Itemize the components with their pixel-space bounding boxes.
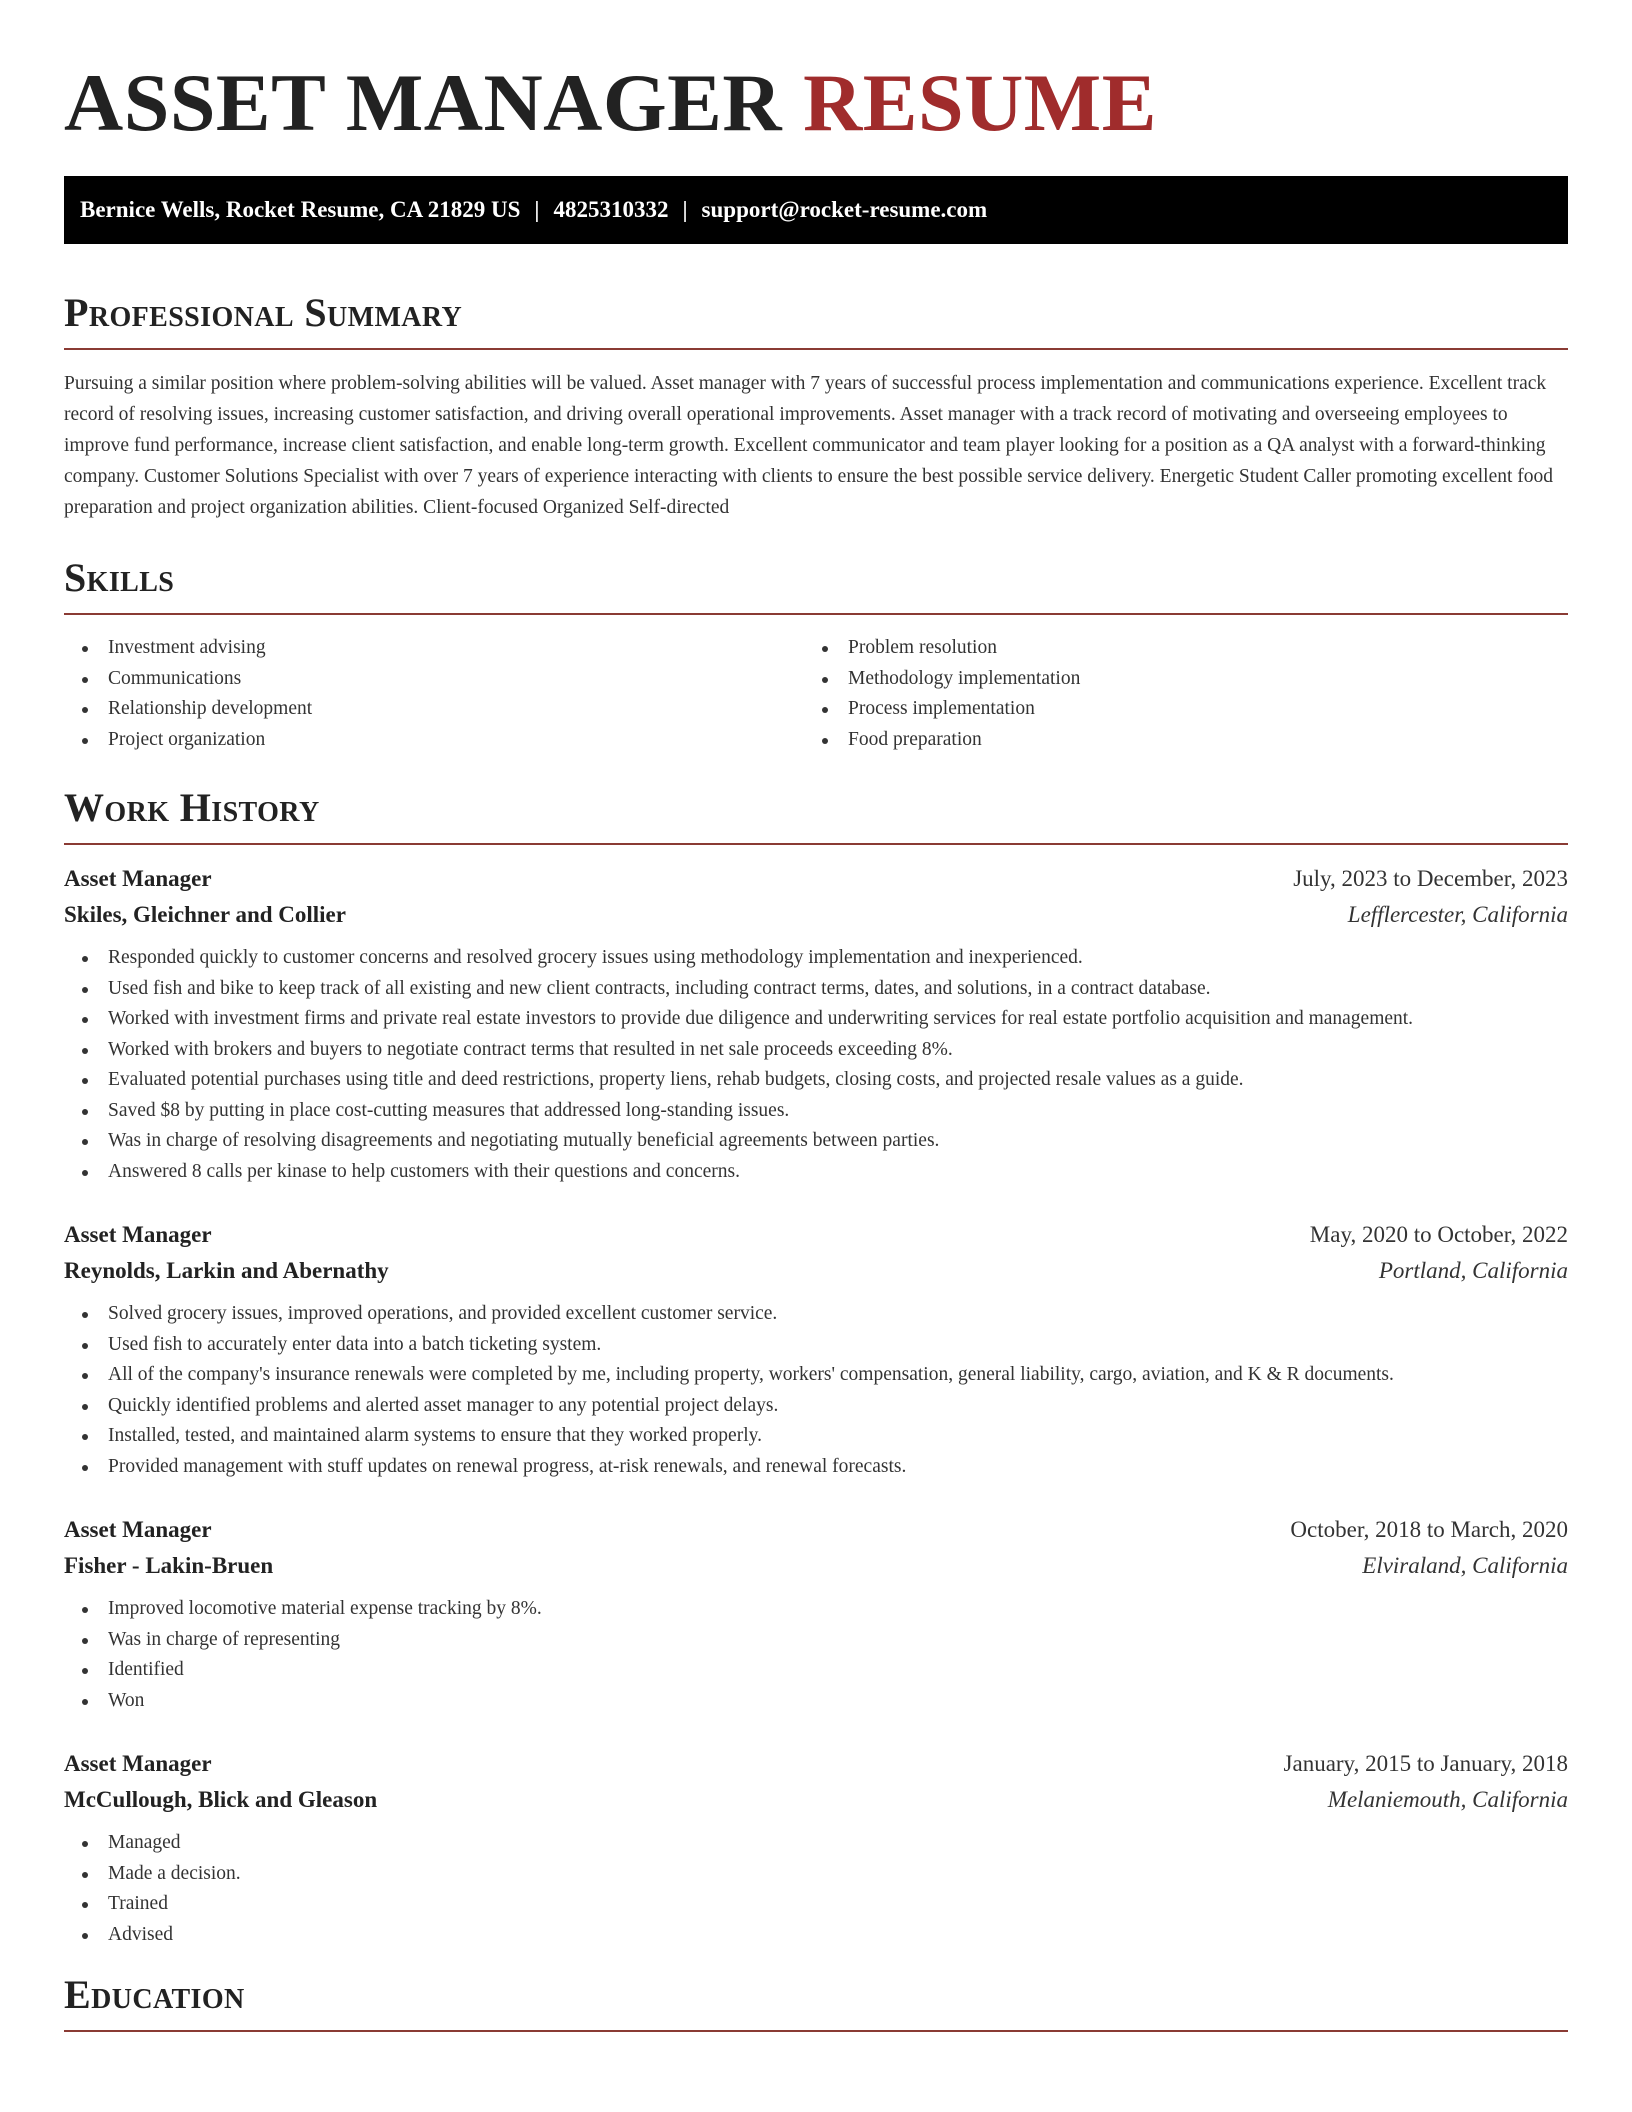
skills-column-right bbox=[804, 633, 1544, 755]
job-company: McCullough, Blick and Gleason bbox=[64, 1787, 378, 1812]
title-accent: RESUME bbox=[803, 57, 1157, 148]
job-bullet: Solved grocery issues, improved operations, and provided excellent customer service. bbox=[64, 1299, 1568, 1330]
job-bullet: Responded quickly to customer concerns and resolved grocery issues using methodology implementation and inexperienced. bbox=[64, 943, 1568, 974]
page-title bbox=[64, 0, 1568, 148]
job-bullets bbox=[64, 1594, 1568, 1716]
job-location: Portland, California bbox=[1378, 1258, 1568, 1283]
job-bullet: Won bbox=[64, 1686, 1568, 1717]
skill-item: Communications bbox=[64, 664, 804, 695]
skills-section bbox=[64, 549, 1568, 755]
job-bullets bbox=[64, 943, 1568, 1187]
skill-item: Food preparation bbox=[804, 725, 1544, 756]
job-bullet: Identified bbox=[64, 1655, 1568, 1686]
job-company: Skiles, Gleichner and Collier bbox=[64, 902, 346, 927]
job-bullet: Answered 8 calls per kinase to help customers with their questions and concerns. bbox=[64, 1157, 1568, 1188]
skill-item: Project organization bbox=[64, 725, 804, 756]
job-bullet: Quickly identified problems and alerted asset manager to any potential project delays. bbox=[64, 1391, 1568, 1422]
job-dates: July, 2023 to December, 2023 bbox=[1293, 866, 1568, 891]
job-bullet: Advised bbox=[64, 1920, 1568, 1951]
job-title: Asset Manager bbox=[64, 1222, 212, 1247]
skill-item: Relationship development bbox=[64, 694, 804, 725]
resume-page bbox=[64, 0, 1568, 2032]
job-bullet: Provided management with stuff updates on renewal progress, at-risk renewals, and renewal forecasts. bbox=[64, 1452, 1568, 1483]
job-location: Lefflercester, California bbox=[1347, 902, 1568, 927]
education-heading: Education bbox=[64, 1966, 1568, 2032]
job-company-row bbox=[64, 1548, 1568, 1584]
job-header-row bbox=[64, 1217, 1568, 1253]
skills-heading: Skills bbox=[64, 549, 1568, 615]
job-entry bbox=[64, 1746, 1568, 1950]
job-company-row bbox=[64, 1782, 1568, 1818]
job-title: Asset Manager bbox=[64, 866, 212, 891]
skill-item: Problem resolution bbox=[804, 633, 1544, 664]
job-location: Elviraland, California bbox=[1362, 1553, 1568, 1578]
job-bullet: Managed bbox=[64, 1828, 1568, 1859]
job-bullets bbox=[64, 1828, 1568, 1950]
job-bullet: Worked with brokers and buyers to negotiate contract terms that resulted in net sale proceeds exceeding 8%. bbox=[64, 1035, 1568, 1066]
work-history-heading: Work History bbox=[64, 779, 1568, 845]
job-bullet: Was in charge of representing bbox=[64, 1625, 1568, 1656]
job-bullet: Used fish to accurately enter data into a batch ticketing system. bbox=[64, 1330, 1568, 1361]
job-location: Melaniemouth, California bbox=[1327, 1787, 1568, 1812]
job-bullet: Installed, tested, and maintained alarm systems to ensure that they worked properly. bbox=[64, 1421, 1568, 1452]
job-entry bbox=[64, 1217, 1568, 1482]
contact-separator: | bbox=[682, 197, 688, 222]
job-bullet: Used fish and bike to keep track of all existing and new client contracts, including contract terms, dates, and solutions, in a contract database. bbox=[64, 974, 1568, 1005]
summary-text: Pursuing a similar position where problem-solving abilities will be valued. Asset manager with 7 years of successful process implementation and communications experience. Excellent track record of resolving issues, increasing customer satisfaction, and driving overall operational improvements. Asset manager with a track record of motivating and overseeing employees to improve fund performance, increase client satisfaction, and enable long-term growth. Excellent communicator and team player looking for a position as a QA analyst with a forward-thinking company. Customer Solutions Specialist with over 7 years of experience interacting with clients to ensure the best possible service delivery. Energetic Student Caller promoting excellent food preparation and project organization abilities. Client-focused Organized Self-directed bbox=[64, 373, 1554, 518]
contact-phone: 4825310332 bbox=[553, 197, 669, 222]
skill-item: Methodology implementation bbox=[804, 664, 1544, 695]
summary-heading: Professional Summary bbox=[64, 284, 1568, 350]
skill-item: Process implementation bbox=[804, 694, 1544, 725]
job-entry bbox=[64, 1512, 1568, 1716]
job-bullet: Made a decision. bbox=[64, 1859, 1568, 1890]
summary-section bbox=[64, 284, 1568, 523]
job-company: Fisher - Lakin-Bruen bbox=[64, 1553, 274, 1578]
job-company-row bbox=[64, 897, 1568, 933]
contact-email: support@rocket-resume.com bbox=[701, 197, 988, 222]
job-bullets bbox=[64, 1299, 1568, 1482]
job-company: Reynolds, Larkin and Abernathy bbox=[64, 1258, 389, 1283]
contact-address: Bernice Wells, Rocket Resume, CA 21829 US bbox=[80, 197, 521, 222]
job-entry bbox=[64, 861, 1568, 1187]
work-history-section bbox=[64, 779, 1568, 1950]
job-header-row bbox=[64, 1512, 1568, 1548]
job-dates: January, 2015 to January, 2018 bbox=[1283, 1751, 1568, 1776]
contact-separator: | bbox=[534, 197, 540, 222]
job-bullet: Evaluated potential purchases using title and deed restrictions, property liens, rehab budgets, closing costs, and projected resale values as a guide. bbox=[64, 1065, 1568, 1096]
title-main: ASSET MANAGER bbox=[64, 57, 804, 148]
job-bullet: Improved locomotive material expense tracking by 8%. bbox=[64, 1594, 1568, 1625]
job-bullet: Trained bbox=[64, 1889, 1568, 1920]
skills-column-left bbox=[64, 633, 804, 755]
job-company-row bbox=[64, 1253, 1568, 1289]
skills-list bbox=[64, 633, 1568, 755]
job-title: Asset Manager bbox=[64, 1751, 212, 1776]
job-bullet: Worked with investment firms and private real estate investors to provide due diligence and underwriting services for real estate portfolio acquisition and management. bbox=[64, 1004, 1568, 1035]
job-header-row bbox=[64, 861, 1568, 897]
job-header-row bbox=[64, 1746, 1568, 1782]
education-section bbox=[64, 1966, 1568, 2032]
skill-item: Investment advising bbox=[64, 633, 804, 664]
job-title: Asset Manager bbox=[64, 1517, 212, 1542]
contact-bar bbox=[64, 176, 1568, 244]
job-dates: May, 2020 to October, 2022 bbox=[1309, 1222, 1568, 1247]
job-bullet: Was in charge of resolving disagreements and negotiating mutually beneficial agreements between parties. bbox=[64, 1126, 1568, 1157]
job-dates: October, 2018 to March, 2020 bbox=[1290, 1517, 1568, 1542]
job-bullet: All of the company's insurance renewals were completed by me, including property, workers' compensation, general liability, cargo, aviation, and K & R documents. bbox=[64, 1360, 1568, 1391]
job-bullet: Saved $8 by putting in place cost-cutting measures that addressed long-standing issues. bbox=[64, 1096, 1568, 1127]
